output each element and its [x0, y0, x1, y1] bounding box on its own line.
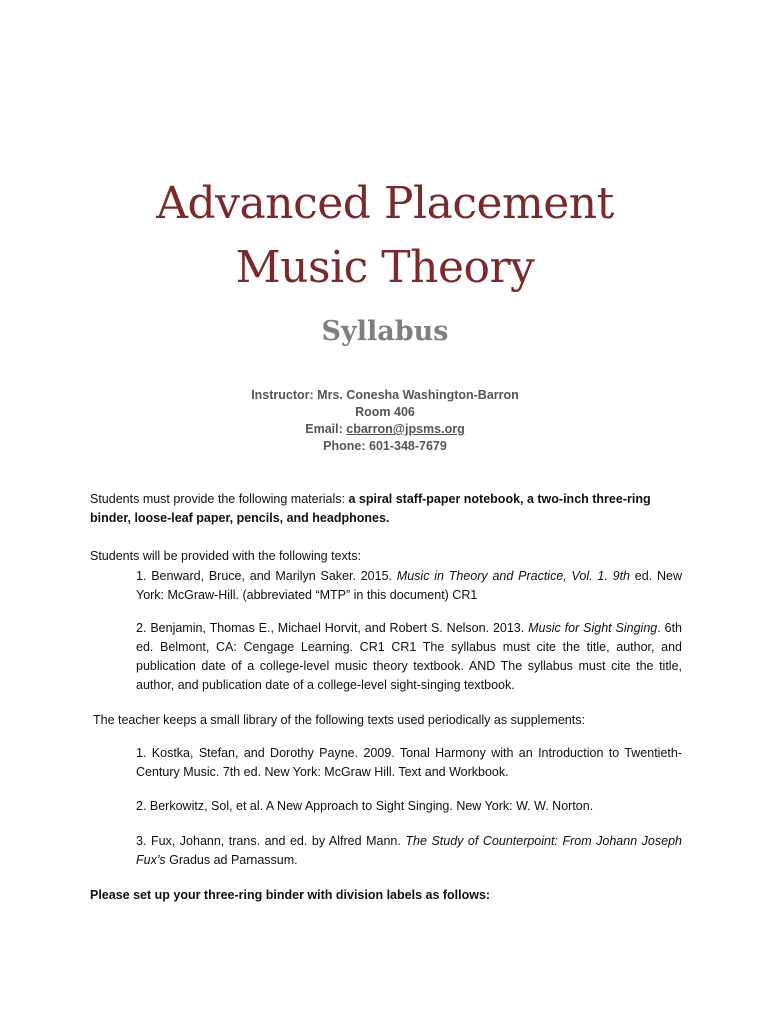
citation-text: . 6th ed. Belmont, CA: Cengage Learning. CR1 CR1 The syllabus must cite the title, author, and publication date of a college-level music theory textbook. AND The syllabus must cite the title, author, and publication date of a college-level sight-singing textbook.: [136, 621, 682, 692]
citation-text: 3. Fux, Johann, trans. and ed. by Alfred Mann.: [136, 834, 406, 848]
citation-title: Music in Theory and Practice, Vol. 1. 9th: [396, 569, 631, 583]
materials-lead: Students must provide the following materials:: [90, 492, 349, 506]
email-label: Email:: [305, 422, 347, 436]
phone-number: Phone: 601-348-7679: [323, 439, 447, 453]
citation-title: The Study of Counterpoint: From Johann Joseph Fux’s: [136, 834, 682, 867]
binder-instruction: Please set up your three-ring binder with division labels as follows:: [90, 888, 491, 902]
page-subtitle: Syllabus: [321, 316, 449, 347]
supplement-item: [136, 832, 682, 870]
contact-block: [0, 387, 770, 455]
supplement-item: 2. Berkowitz, Sol, et al. A New Approach to Sight Singing. New York: W. W. Norton.: [136, 799, 594, 813]
citation-text: 2. Benjamin, Thomas E., Michael Horvit, and Robert S. Nelson. 2013.: [136, 621, 529, 635]
email-link[interactable]: cbarron@jpsms.org: [346, 422, 465, 436]
citation-text: Gradus ad Parnassum.: [165, 853, 298, 867]
provided-text-item: [136, 619, 682, 695]
materials-list: a spiral staff-paper notebook, a two-inch three-ring binder, loose-leaf paper, pencils, and headphones.: [90, 492, 651, 525]
supplement-item: 1. Kostka, Stefan, and Dorothy Payne. 2009. Tonal Harmony with an Introduction to Twentieth-Century Music. 7th ed. New York: McGraw Hill. Text and Workbook.: [136, 746, 682, 779]
instructor-name: Instructor: Mrs. Conesha Washington-Barron: [251, 388, 519, 402]
citation-text: ed. New York: McGraw-Hill. (abbreviated “MTP” in this document) CR1: [136, 569, 682, 602]
texts-intro: Students will be provided with the following texts:: [90, 549, 361, 563]
provided-text-item: [136, 567, 682, 605]
email-line: [0, 421, 770, 438]
library-intro: The teacher keeps a small library of the following texts used periodically as supplements:: [93, 713, 585, 727]
page-title-line-1: Advanced Placement: [156, 178, 614, 229]
room-number: Room 406: [355, 405, 415, 419]
page-title-line-2: Music Theory: [235, 242, 535, 293]
materials-paragraph: [90, 490, 682, 528]
citation-title: Music for Sight Singing: [528, 621, 658, 635]
citation-text: 1. Benward, Bruce, and Marilyn Saker. 2015.: [136, 569, 397, 583]
